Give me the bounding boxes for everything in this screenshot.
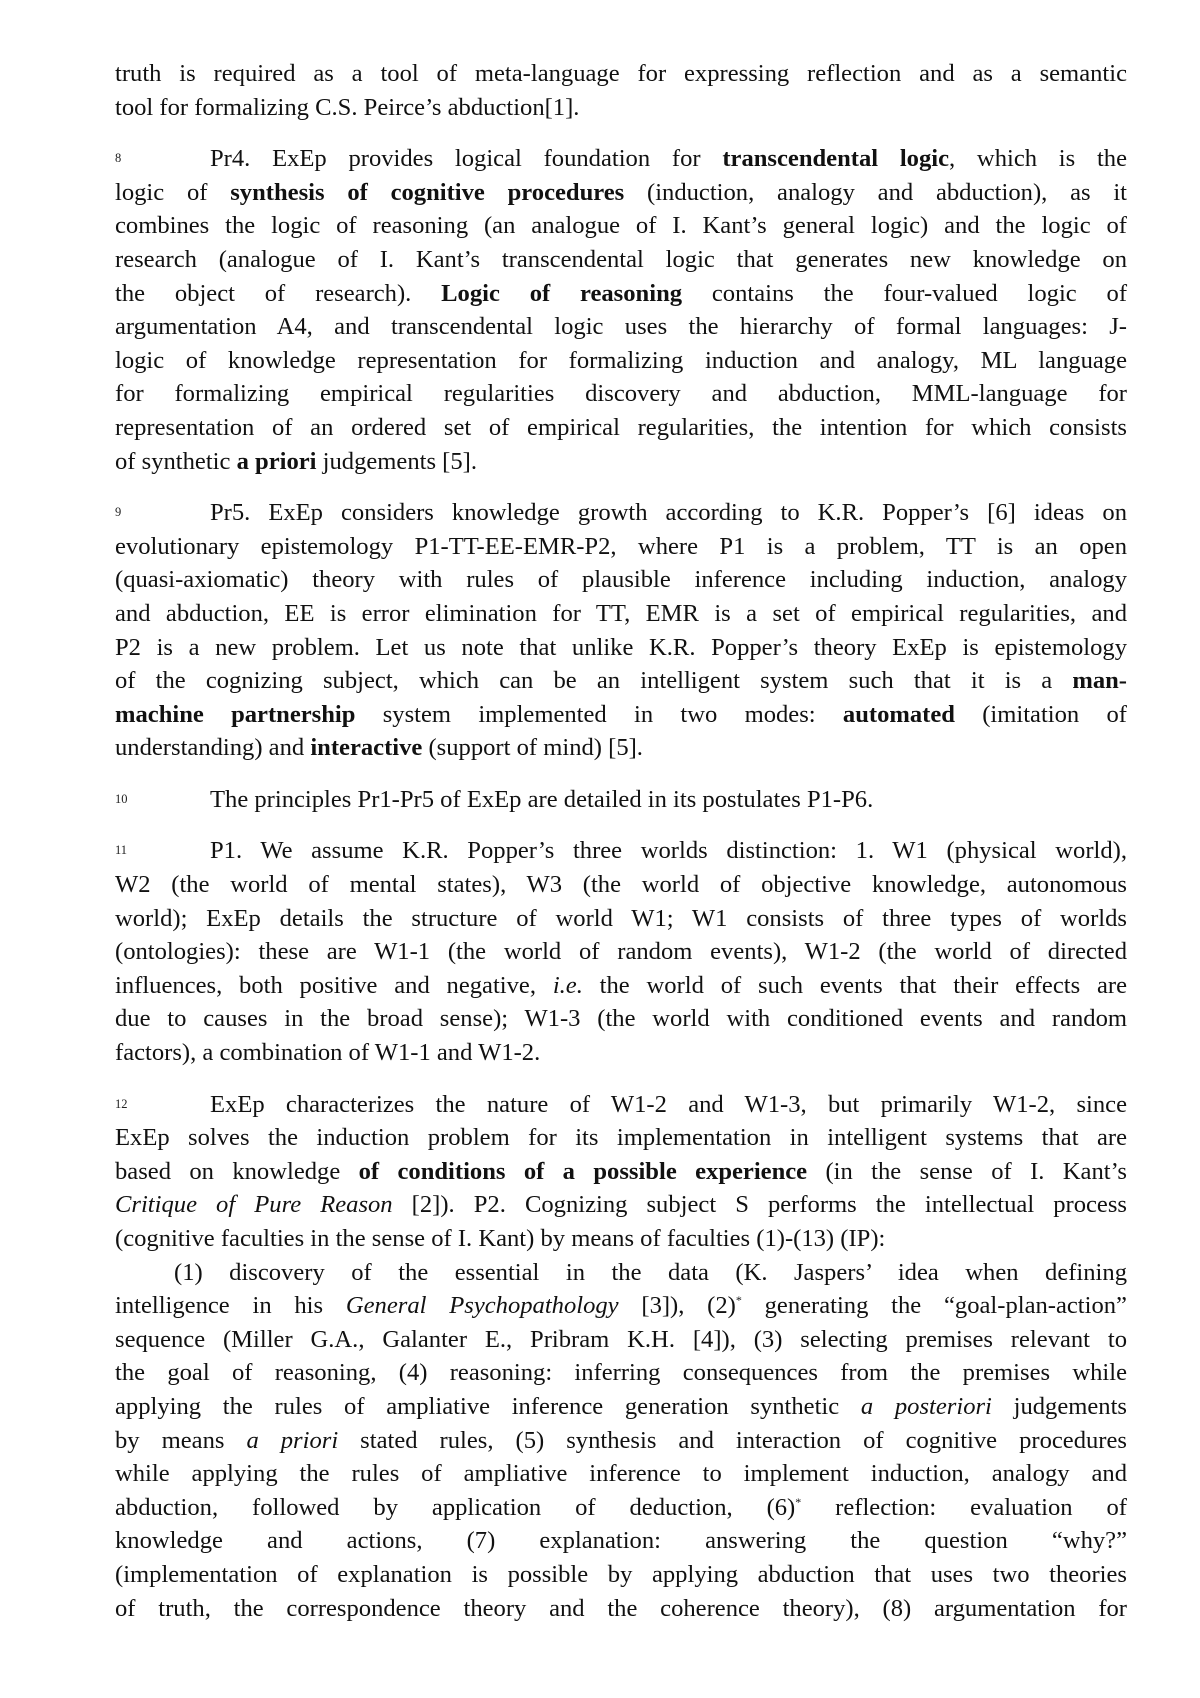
text-run: for formalizing empirical regularities discovery and abduction, MML-language for [115,380,1127,407]
text-line [115,1121,1127,1155]
text-line [115,176,1127,210]
text-line [115,209,1127,243]
text-run: [3]), (2) [619,1292,736,1319]
text-run: judgements [5]. [317,448,478,475]
text-run: world); ExEp details the structure of world W1; W1 consists of three types of worlds [115,905,1127,932]
text-run: research (analogue of I. Kant’s transcendental logic that generates new knowledge on [115,246,1127,273]
text-run: reflection: evaluation of [801,1494,1127,1521]
text-run: combines the logic of reasoning (an analogue of I. Kant’s general logic) and the logic of [115,212,1127,239]
text-run: of synthetic [115,448,237,475]
text-line [115,142,1127,176]
text-run: based on knowledge [115,1158,359,1185]
text-run: (support of mind) [5]. [422,734,643,761]
text-run: Pr4. ExEp provides logical foundation for [210,145,722,172]
text-line [115,664,1127,698]
text-line [115,1390,1127,1424]
text-run: (in the sense of I. Kant’s [807,1158,1127,1185]
text-run: truth is required as a tool of meta-language for expressing reflection and as a semantic [115,60,1127,87]
text-line [115,57,1127,91]
text-line [115,597,1127,631]
text-run: logic of knowledge representation for formalizing induction and analogy, ML language [115,347,1127,374]
text-run: (induction, analogy and abduction), as it [624,179,1127,206]
bold-text: machine partnership [115,701,355,728]
text-run: the goal of reasoning, (4) reasoning: inferring consequences from the premises while [115,1359,1127,1386]
paragraph-number: 9 [115,496,121,530]
text-line [115,1155,1127,1189]
text-run: understanding) and [115,734,310,761]
text-run: representation of an ordered set of empirical regularities, the intention for which consists [115,414,1127,441]
text-line [115,783,1127,817]
text-run: of the cognizing subject, which can be an intelligent system such that it is a [115,667,1072,694]
paragraph [115,57,1127,124]
bold-text: interactive [310,734,422,761]
text-line [115,1558,1127,1592]
text-line [115,344,1127,378]
text-line [115,277,1127,311]
text-line [115,563,1127,597]
text-run: generating the “goal-plan-action” [742,1292,1127,1319]
text-run: sequence (Miller G.A., Galanter E., Pribram K.H. [4]), (3) selecting premises relevant to [115,1326,1127,1353]
paragraph [115,783,1127,817]
text-line [115,411,1127,445]
text-line [115,731,1127,765]
text-run: P2 is a new problem. Let us note that unlike K.R. Popper’s theory ExEp is epistemology [115,634,1127,661]
text-line [115,698,1127,732]
text-run: P1. We assume K.R. Popper’s three worlds distinction: 1. W1 (physical world), [210,837,1127,864]
text-line [115,1036,1127,1070]
bold-text: transcendental logic [722,145,949,172]
text-run: system implemented in two modes: [355,701,842,728]
paragraph [115,142,1127,478]
list-paragraph [115,1256,1127,1626]
text-line [115,243,1127,277]
bold-text: Logic of reasoning [441,280,682,307]
text-line [115,1592,1127,1626]
italic-text: General Psychopathology [346,1292,619,1319]
bold-text: synthesis of cognitive procedures [230,179,624,206]
paragraph [115,496,1127,765]
text-run: , which is the [949,145,1127,172]
text-run: (quasi-axiomatic) theory with rules of plausible inference including induction, analogy [115,566,1127,593]
text-line [115,935,1127,969]
text-line [115,445,1127,479]
text-run: argumentation A4, and transcendental logic uses the hierarchy of formal languages: J- [115,313,1127,340]
text-line [115,902,1127,936]
text-line [115,1424,1127,1458]
text-run: W2 (the world of mental states), W3 (the world of objective knowledge, autonomous [115,871,1127,898]
text-line [115,1457,1127,1491]
text-line [115,1188,1127,1222]
text-line [115,1323,1127,1357]
text-run: and abduction, EE is error elimination for TT, EMR is a set of empirical regularities, and [115,600,1127,627]
text-run: stated rules, (5) synthesis and interaction of cognitive procedures [338,1427,1127,1454]
text-line [115,868,1127,902]
text-line [115,1289,1127,1323]
italic-text: a priori [246,1427,338,1454]
text-run: tool for formalizing C.S. Peirce’s abduction[1]. [115,94,579,121]
text-run: contains the four-valued logic of [682,280,1127,307]
superscript-mark: * [736,1293,742,1307]
text-run: logic of [115,179,230,206]
text-run: by means [115,1427,246,1454]
text-run: due to causes in the broad sense); W1-3 (the world with conditioned events and random [115,1005,1127,1032]
text-run: of truth, the correspondence theory and the coherence theory), (8) argumentation for [115,1595,1127,1622]
italic-text: a posteriori [861,1393,992,1420]
paragraph-number: 12 [115,1088,128,1122]
paragraph [115,1088,1127,1256]
text-run: (implementation of explanation is possible by applying abduction that uses two theories [115,1561,1127,1588]
text-run: while applying the rules of ampliative inference to implement induction, analogy and [115,1460,1127,1487]
paragraph-number: 11 [115,834,127,868]
bold-text: of conditions of a possible experience [359,1158,807,1185]
text-line [115,1002,1127,1036]
text-run: (ontologies): these are W1-1 (the world of random events), W1-2 (the world of directed [115,938,1127,965]
text-line [115,530,1127,564]
text-run: influences, both positive and negative, [115,972,553,999]
paragraph-number: 10 [115,783,128,817]
text-run: ExEp characterizes the nature of W1-2 and W1-3, but primarily W1-2, since [210,1091,1127,1118]
text-line [115,1356,1127,1390]
text-line [115,1491,1127,1525]
text-run: knowledge and actions, (7) explanation: answering the question “why?” [115,1527,1127,1554]
text-run: the object of research). [115,280,441,307]
document-page [115,57,1127,1643]
bold-text: automated [843,701,955,728]
text-run: factors), a combination of W1-1 and W1-2. [115,1039,540,1066]
text-run: abduction, followed by application of deduction, (6) [115,1494,795,1521]
text-line [115,631,1127,665]
text-run: The principles Pr1-Pr5 of ExEp are detailed in its postulates P1-P6. [210,786,873,813]
bold-text: man- [1072,667,1127,694]
superscript-mark: * [795,1495,801,1509]
text-run: (imitation of [955,701,1127,728]
text-line [115,91,1127,125]
paragraph [115,834,1127,1069]
italic-text: i.e. [553,972,583,999]
text-run: Pr5. ExEp considers knowledge growth according to K.R. Popper’s [6] ideas on [210,499,1127,526]
text-run: the world of such events that their effects are [583,972,1127,999]
paragraph-number: 8 [115,142,121,176]
text-run: (1) discovery of the essential in the data (K. Jaspers’ idea when defining [174,1259,1127,1286]
text-run: ExEp solves the induction problem for its implementation in intelligent systems that are [115,1124,1127,1151]
text-line [115,969,1127,1003]
text-run: intelligence in his [115,1292,346,1319]
text-line [115,496,1127,530]
text-line [115,1524,1127,1558]
text-run: judgements [992,1393,1127,1420]
text-line [115,834,1127,868]
text-line [115,1088,1127,1122]
text-run: applying the rules of ampliative inference generation synthetic [115,1393,861,1420]
text-run: evolutionary epistemology P1-TT-EE-EMR-P2, where P1 is a problem, TT is an open [115,533,1127,560]
italic-text: Critique of Pure Reason [115,1191,393,1218]
text-line [115,377,1127,411]
text-line [115,310,1127,344]
bold-text: a priori [237,448,317,475]
text-run: (cognitive faculties in the sense of I. Kant) by means of faculties (1)-(13) (IP): [115,1225,885,1252]
text-line [115,1222,1127,1256]
text-run: [2]). P2. Cognizing subject S performs the intellectual process [393,1191,1127,1218]
text-line [115,1256,1127,1290]
